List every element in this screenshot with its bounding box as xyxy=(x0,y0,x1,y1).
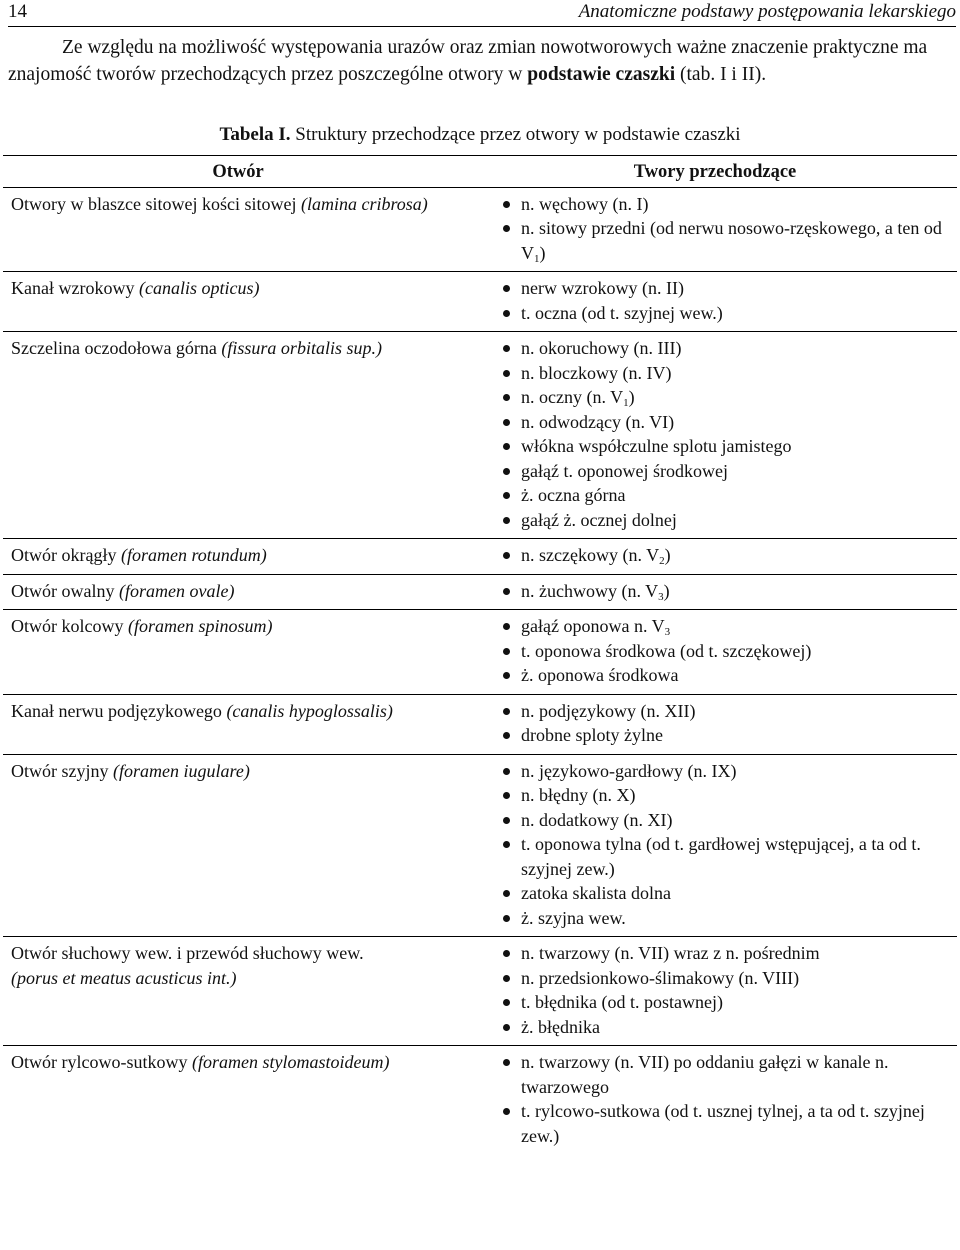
foramen-latin-name: (foramen stylomastoideum) xyxy=(191,1052,390,1072)
structure-text: ż. oponowa środkowa xyxy=(521,665,679,685)
running-title: Anatomiczne podstawy postępowania lekarskiego xyxy=(578,1,956,22)
foramen-cell xyxy=(3,1046,473,1155)
foramen-latin-name: (foramen ovale) xyxy=(118,580,235,601)
foramen-cell xyxy=(3,754,473,937)
table-row xyxy=(3,574,957,610)
foramen-cell xyxy=(3,187,473,272)
foramen-latin-name: (foramen spinosum) xyxy=(127,616,273,636)
structure-text: n. podjęzykowy (n. XII) xyxy=(521,700,696,721)
list-item xyxy=(505,783,953,808)
structure-text-end: ) xyxy=(628,387,635,407)
foramen-cell xyxy=(3,332,473,539)
structures-list xyxy=(481,336,953,532)
structures-cell xyxy=(473,272,957,332)
foramen-name: Otwór rylcowo-sutkowy xyxy=(11,1052,192,1072)
foramen-latin-name: (fissura orbitalis sup.) xyxy=(221,338,382,358)
structures-cell xyxy=(473,694,957,754)
structure-text: n. twarzowy (n. VII) wraz z n. pośrednim xyxy=(521,943,820,963)
list-item xyxy=(505,361,953,386)
foramen-name: Otwór szyjny xyxy=(11,760,113,781)
structure-text: ż. błędnika xyxy=(521,1016,600,1037)
structure-text: n. dodatkowy (n. XI) xyxy=(521,809,673,830)
table-row xyxy=(3,610,957,695)
intro-bold-term: podstawie czaszki xyxy=(527,64,676,85)
foramen-latin-name: (porus et meatus acusticus int.) xyxy=(11,967,237,988)
table-row xyxy=(3,539,957,575)
subscript: 1 xyxy=(534,252,540,265)
column-header-structures: Twory przechodzące xyxy=(473,156,957,188)
structure-text: n. błędny (n. X) xyxy=(521,785,636,805)
subscript: 2 xyxy=(659,555,665,567)
subscript: 1 xyxy=(623,397,629,409)
structure-text: n. żuchwowy (n. V xyxy=(521,580,659,601)
structures-cell xyxy=(473,539,957,575)
structure-text: ż. oczna górna xyxy=(521,485,626,505)
list-item xyxy=(505,385,953,410)
structure-text: t. oponowa środkowa (od t. szczękowej) xyxy=(521,640,812,661)
foramen-latin-name: (canalis opticus) xyxy=(138,278,260,298)
structure-text-end: ) xyxy=(664,545,671,565)
table-row xyxy=(3,187,957,272)
table-row xyxy=(3,272,957,332)
foramen-name: Otwór owalny xyxy=(11,580,119,601)
structure-text: t. oczna (od t. szyjnej wew.) xyxy=(521,302,723,323)
foramen-cell xyxy=(3,610,473,695)
structures-list xyxy=(481,699,953,748)
foramen-name: Otwór okrągły xyxy=(11,545,121,565)
foramen-name: Otwór słuchowy wew. i przewód słuchowy wew. xyxy=(11,943,364,963)
list-item xyxy=(505,1099,953,1148)
structures-cell xyxy=(473,610,957,695)
table-row xyxy=(3,1046,957,1155)
intro-paragraph xyxy=(8,34,956,88)
structure-text: n. przedsionkowo-ślimakowy (n. VIII) xyxy=(521,967,800,988)
structure-text: gałąź oponowa n. V xyxy=(521,616,665,636)
list-item xyxy=(505,579,953,604)
list-item xyxy=(505,434,953,459)
list-item xyxy=(505,723,953,748)
structure-text-end: ) xyxy=(663,580,670,601)
structures-cell xyxy=(473,187,957,272)
structures-list xyxy=(481,1050,953,1148)
structure-text: t. błędnika (od t. postawnej) xyxy=(521,992,723,1012)
table-row xyxy=(3,332,957,539)
list-item xyxy=(505,699,953,724)
list-item xyxy=(505,614,953,639)
foramen-name: Otwory w blaszce sitowej kości sitowej xyxy=(11,193,301,214)
table-row xyxy=(3,937,957,1046)
structure-text: drobne sploty żylne xyxy=(521,725,663,745)
table-caption-label: Tabela I. xyxy=(219,124,291,145)
intro-text-end: (tab. I i II). xyxy=(675,64,767,85)
foramen-cell xyxy=(3,574,473,610)
subscript: 3 xyxy=(664,626,671,638)
structure-text: n. szczękowy (n. V xyxy=(521,545,660,565)
list-item xyxy=(505,663,953,688)
list-item xyxy=(505,276,953,301)
structures-list xyxy=(481,941,953,1039)
structures-list xyxy=(481,192,953,266)
structures-cell xyxy=(473,937,957,1046)
structure-text: ż. szyjna wew. xyxy=(521,907,626,928)
structures-list xyxy=(481,276,953,325)
structures-cell xyxy=(473,332,957,539)
structures-list xyxy=(481,579,953,604)
list-item xyxy=(505,459,953,484)
column-header-foramen: Otwór xyxy=(3,156,473,188)
structure-text: n. odwodzący (n. VI) xyxy=(521,411,675,432)
foramen-cell xyxy=(3,539,473,575)
table-caption-title: Struktury przechodzące przez otwory w podstawie czaszki xyxy=(290,124,741,145)
structure-text: n. twarzowy (n. VII) po oddaniu gałęzi w kanale n. twarzowego xyxy=(521,1052,889,1097)
table-row xyxy=(3,694,957,754)
table-row xyxy=(3,754,957,937)
structures-list xyxy=(481,614,953,688)
list-item xyxy=(505,881,953,906)
list-item xyxy=(505,543,953,568)
list-item xyxy=(505,508,953,533)
list-item xyxy=(505,483,953,508)
foramen-cell xyxy=(3,937,473,1046)
list-item xyxy=(505,336,953,361)
foramen-cell xyxy=(3,694,473,754)
structure-text: n. językowo-gardłowy (n. IX) xyxy=(521,760,737,781)
list-item xyxy=(505,759,953,784)
foramen-latin-name: (canalis hypoglossalis) xyxy=(226,700,393,721)
page-header xyxy=(8,0,956,27)
structures-list xyxy=(481,543,953,568)
list-item xyxy=(505,301,953,326)
structure-text: nerw wzrokowy (n. II) xyxy=(521,278,684,298)
structure-text: t. rylcowo-sutkowa (od t. usznej tylnej, a ta od t. szyjnej zew.) xyxy=(521,1101,925,1146)
structures-cell xyxy=(473,574,957,610)
table-header-row xyxy=(3,156,957,188)
list-item xyxy=(505,1050,953,1099)
foramina-table xyxy=(3,155,957,1154)
subscript: 3 xyxy=(658,590,664,603)
structure-text: n. sitowy przedni (od nerwu nosowo-rzęskowego, a ten od V xyxy=(521,218,942,263)
list-item xyxy=(505,808,953,833)
structure-text: n. węchowy (n. I) xyxy=(521,193,649,214)
foramen-latin-name: (foramen rotundum) xyxy=(120,545,267,565)
foramen-cell xyxy=(3,272,473,332)
structure-text: t. oponowa tylna (od t. gardłowej wstępującej, a ta od t. szyjnej zew.) xyxy=(521,834,921,879)
foramen-latin-name: (lamina cribrosa) xyxy=(300,193,428,214)
foramen-name: Kanał nerwu podjęzykowego xyxy=(11,700,227,721)
list-item xyxy=(505,990,953,1015)
list-item xyxy=(505,832,953,881)
structure-text: gałąź ż. ocznej dolnej xyxy=(521,509,677,530)
list-item xyxy=(505,192,953,217)
intro-text: Ze względu na możliwość występowania urazów oraz zmian nowotworowych ważne znaczenie praktyczne ma znajomość tworów przechodzących przez poszczególne otwory w xyxy=(8,37,928,85)
list-item xyxy=(505,1015,953,1040)
table-caption xyxy=(0,124,960,146)
structures-cell xyxy=(473,1046,957,1155)
foramen-latin-name: (foramen iugulare) xyxy=(113,760,250,781)
foramen-name: Kanał wzrokowy xyxy=(11,278,139,298)
structure-text: n. oczny (n. V xyxy=(521,387,624,407)
structures-list xyxy=(481,759,953,931)
structure-text: n. okoruchowy (n. III) xyxy=(521,338,682,358)
list-item xyxy=(505,966,953,991)
list-item xyxy=(505,941,953,966)
structure-text: zatoka skalista dolna xyxy=(521,883,671,903)
structure-text: gałąź t. oponowej środkowej xyxy=(521,460,728,481)
foramen-name: Otwór kolcowy xyxy=(11,616,128,636)
table-body xyxy=(3,187,957,1154)
structure-text: n. bloczkowy (n. IV) xyxy=(521,362,672,383)
foramen-name: Szczelina oczodołowa górna xyxy=(11,338,222,358)
structure-text-end: ) xyxy=(539,242,546,263)
list-item xyxy=(505,906,953,931)
page-number: 14 xyxy=(8,1,27,22)
structures-cell xyxy=(473,754,957,937)
list-item xyxy=(505,216,953,265)
list-item xyxy=(505,639,953,664)
structure-text: włókna współczulne splotu jamistego xyxy=(521,436,792,456)
list-item xyxy=(505,410,953,435)
